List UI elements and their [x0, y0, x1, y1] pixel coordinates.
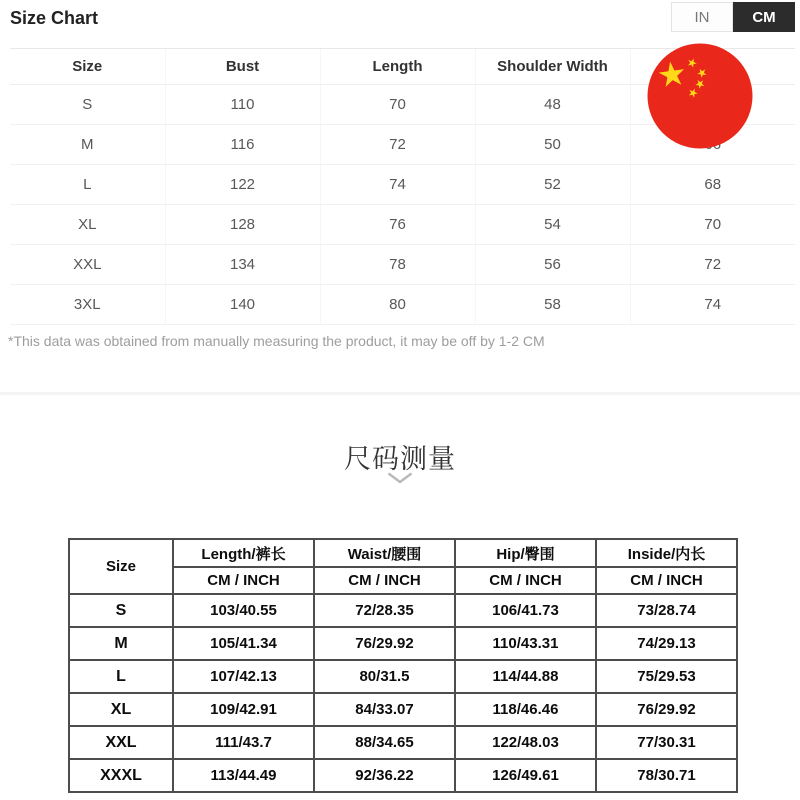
measure-section-title: 尺码测量 — [344, 444, 456, 474]
inside-value: 77/30.31 — [596, 726, 737, 759]
waist-value: 84/33.07 — [314, 693, 455, 726]
table-row — [69, 594, 737, 627]
table-row — [10, 245, 795, 285]
size-label: 3XL — [10, 285, 165, 325]
units-label: CM / INCH — [596, 567, 737, 594]
column-header-length: Length/裤长 — [173, 539, 314, 567]
hip-value: 122/48.03 — [455, 726, 596, 759]
length-value: 105/41.34 — [173, 627, 314, 660]
sleeve-value: 72 — [630, 245, 795, 285]
shoulder-value: 58 — [475, 285, 630, 325]
column-header-inside: Inside/内长 — [596, 539, 737, 567]
china-flag-icon — [647, 43, 753, 149]
size-label: S — [69, 594, 173, 627]
measurement-disclaimer: *This data was obtained from manually measuring the product, it may be off by 1-2 CM — [8, 333, 545, 349]
bust-value: 116 — [165, 125, 320, 165]
table-row — [69, 693, 737, 726]
size-label: M — [69, 627, 173, 660]
waist-value: 76/29.92 — [314, 627, 455, 660]
shoulder-value: 50 — [475, 125, 630, 165]
shoulder-value: 56 — [475, 245, 630, 285]
column-header-size: Size — [69, 539, 173, 594]
length-value: 107/42.13 — [173, 660, 314, 693]
size-label: M — [10, 125, 165, 165]
sleeve-value: 70 — [630, 205, 795, 245]
hip-value: 118/46.46 — [455, 693, 596, 726]
inside-value: 76/29.92 — [596, 693, 737, 726]
length-value: 74 — [320, 165, 475, 205]
inside-value: 73/28.74 — [596, 594, 737, 627]
shoulder-value: 52 — [475, 165, 630, 205]
chevron-down-icon — [387, 471, 413, 489]
table-row — [69, 759, 737, 792]
hip-value: 126/49.61 — [455, 759, 596, 792]
length-value: 109/42.91 — [173, 693, 314, 726]
column-header-hip: Hip/臀围 — [455, 539, 596, 567]
unit-in-button[interactable]: IN — [671, 2, 733, 32]
units-label: CM / INCH — [173, 567, 314, 594]
table-row — [69, 660, 737, 693]
column-header-size: Size — [10, 49, 165, 85]
waist-value: 72/28.35 — [314, 594, 455, 627]
size-label: L — [10, 165, 165, 205]
section-divider — [0, 392, 800, 395]
bust-value: 110 — [165, 85, 320, 125]
table-row — [10, 165, 795, 205]
size-label: L — [69, 660, 173, 693]
size-label: XXXL — [69, 759, 173, 792]
bust-value: 122 — [165, 165, 320, 205]
shoulder-value: 48 — [475, 85, 630, 125]
hip-value: 110/43.31 — [455, 627, 596, 660]
inside-value: 74/29.13 — [596, 627, 737, 660]
bust-value: 134 — [165, 245, 320, 285]
length-value: 76 — [320, 205, 475, 245]
hip-value: 114/44.88 — [455, 660, 596, 693]
length-value: 103/40.55 — [173, 594, 314, 627]
size-label: S — [10, 85, 165, 125]
inside-value: 78/30.71 — [596, 759, 737, 792]
length-value: 72 — [320, 125, 475, 165]
size-label: XL — [10, 205, 165, 245]
size-label: XXL — [10, 245, 165, 285]
waist-value: 92/36.22 — [314, 759, 455, 792]
size-label: XL — [69, 693, 173, 726]
table-row — [10, 285, 795, 325]
bust-value: 128 — [165, 205, 320, 245]
length-value: 70 — [320, 85, 475, 125]
sleeve-value: 74 — [630, 285, 795, 325]
column-header-length: Length — [320, 49, 475, 85]
size-label: XXL — [69, 726, 173, 759]
table-row — [10, 205, 795, 245]
units-label: CM / INCH — [455, 567, 596, 594]
unit-cm-button[interactable]: CM — [733, 2, 795, 32]
table-row — [69, 627, 737, 660]
waist-value: 80/31.5 — [314, 660, 455, 693]
column-header-shoulder-width: Shoulder Width — [475, 49, 630, 85]
units-label: CM / INCH — [314, 567, 455, 594]
shoulder-value: 54 — [475, 205, 630, 245]
unit-toggle — [671, 2, 795, 32]
length-value: 78 — [320, 245, 475, 285]
hip-value: 106/41.73 — [455, 594, 596, 627]
bust-value: 140 — [165, 285, 320, 325]
measurement-table — [68, 538, 738, 793]
table-row — [69, 726, 737, 759]
column-header-waist: Waist/腰围 — [314, 539, 455, 567]
inside-value: 75/29.53 — [596, 660, 737, 693]
measurement-header-row — [69, 539, 737, 567]
waist-value: 88/34.65 — [314, 726, 455, 759]
length-value: 111/43.7 — [173, 726, 314, 759]
length-value: 80 — [320, 285, 475, 325]
sleeve-value: 68 — [630, 165, 795, 205]
length-value: 113/44.49 — [173, 759, 314, 792]
column-header-bust: Bust — [165, 49, 320, 85]
page-title: Size Chart — [10, 8, 99, 28]
